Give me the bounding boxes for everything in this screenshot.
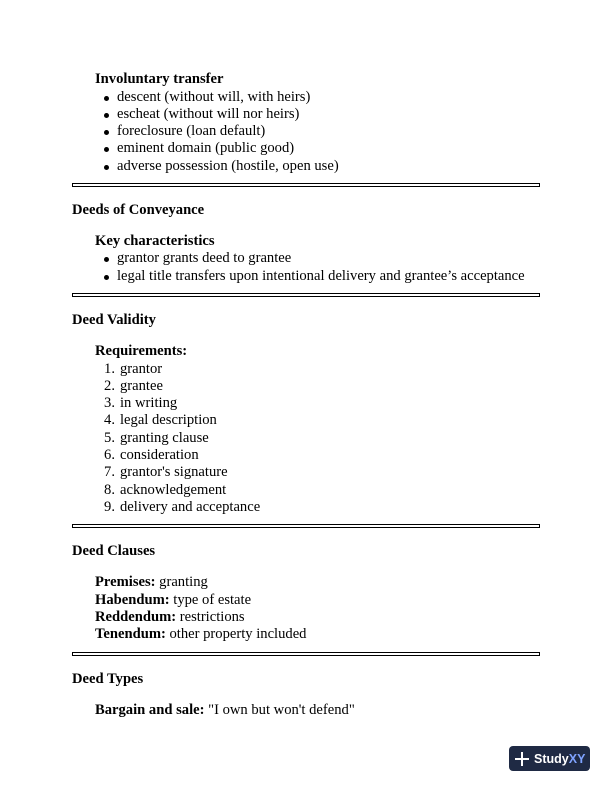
clause-desc: type of estate [173, 591, 252, 608]
list-text: consideration [120, 447, 199, 464]
list-item [95, 378, 612, 395]
clause-term: Reddendum: [95, 609, 177, 626]
list-text: acknowledgement [120, 481, 227, 498]
involuntary-transfer-heading: Involuntary transfer [95, 71, 224, 87]
section-title-deed-clauses: Deed Clauses [72, 543, 156, 560]
plus-icon [515, 752, 529, 766]
list-item: descent (without will, with heirs) [95, 89, 612, 106]
list-item [95, 412, 612, 429]
list-number: 6. [104, 447, 115, 464]
key-characteristics-block [95, 233, 612, 285]
list-number: 5. [104, 429, 115, 446]
deed-types-block [95, 702, 612, 719]
list-number: 4. [104, 412, 115, 429]
section-divider [72, 652, 540, 656]
list-item: legal title transfers upon intentional delivery and grantee’s acceptance [95, 268, 612, 285]
list-item [95, 499, 612, 516]
section-title-deeds-of-conveyance: Deeds of Conveyance [72, 201, 205, 218]
list-item [95, 447, 612, 464]
clause-term: Premises: [95, 574, 156, 591]
list-text: granting clause [120, 429, 209, 446]
deed-type-desc: "I own but won't defend" [208, 701, 355, 718]
clause-row [95, 609, 612, 626]
involuntary-transfer-list [95, 89, 612, 175]
list-number: 3. [104, 395, 115, 412]
list-item: adverse possession (hostile, open use) [95, 158, 612, 175]
involuntary-transfer-block [95, 71, 612, 175]
clause-desc: restrictions [179, 609, 245, 626]
list-item [95, 361, 612, 378]
section-title-deed-validity: Deed Validity [72, 312, 156, 329]
list-item [95, 395, 612, 412]
list-item [95, 482, 612, 499]
list-text: grantor's signature [120, 464, 228, 481]
clause-row [95, 592, 612, 609]
list-item: escheat (without will nor heirs) [95, 106, 612, 123]
list-text: delivery and acceptance [120, 498, 261, 515]
deed-clauses-block [95, 574, 612, 644]
requirements-list [95, 361, 612, 517]
document-body [0, 71, 612, 719]
section-divider [72, 293, 540, 297]
clause-term: Tenendum: [95, 626, 166, 643]
clause-term: Habendum: [95, 591, 170, 608]
clause-desc: other property included [169, 626, 307, 643]
list-text: legal description [120, 412, 217, 429]
deed-type-term: Bargain and sale: [95, 701, 205, 718]
brand-accent: XY [568, 751, 586, 766]
clause-row [95, 574, 612, 591]
key-characteristics-heading: Key characteristics [95, 232, 215, 249]
list-number: 2. [104, 377, 115, 394]
list-number: 9. [104, 498, 115, 515]
section-divider [72, 183, 540, 187]
section-divider [72, 524, 540, 528]
studyxy-badge[interactable] [509, 746, 590, 771]
list-number: 8. [104, 481, 115, 498]
list-text: in writing [120, 395, 178, 412]
requirements-heading: Requirements: [95, 343, 188, 360]
requirements-block [95, 343, 612, 516]
list-number: 7. [104, 464, 115, 481]
list-text: grantee [120, 377, 163, 394]
clause-row [95, 626, 612, 643]
list-item: foreclosure (loan default) [95, 123, 612, 140]
deed-type-row [95, 702, 612, 719]
section-title-deed-types: Deed Types [72, 670, 144, 687]
brand-main: Study [534, 751, 569, 766]
key-characteristics-list [95, 250, 612, 285]
list-text: grantor [120, 360, 163, 377]
list-item [95, 430, 612, 447]
clause-desc: granting [159, 574, 208, 591]
list-number: 1. [104, 360, 115, 377]
list-item [95, 464, 612, 481]
list-item: grantor grants deed to grantee [95, 250, 612, 267]
list-item: eminent domain (public good) [95, 140, 612, 157]
